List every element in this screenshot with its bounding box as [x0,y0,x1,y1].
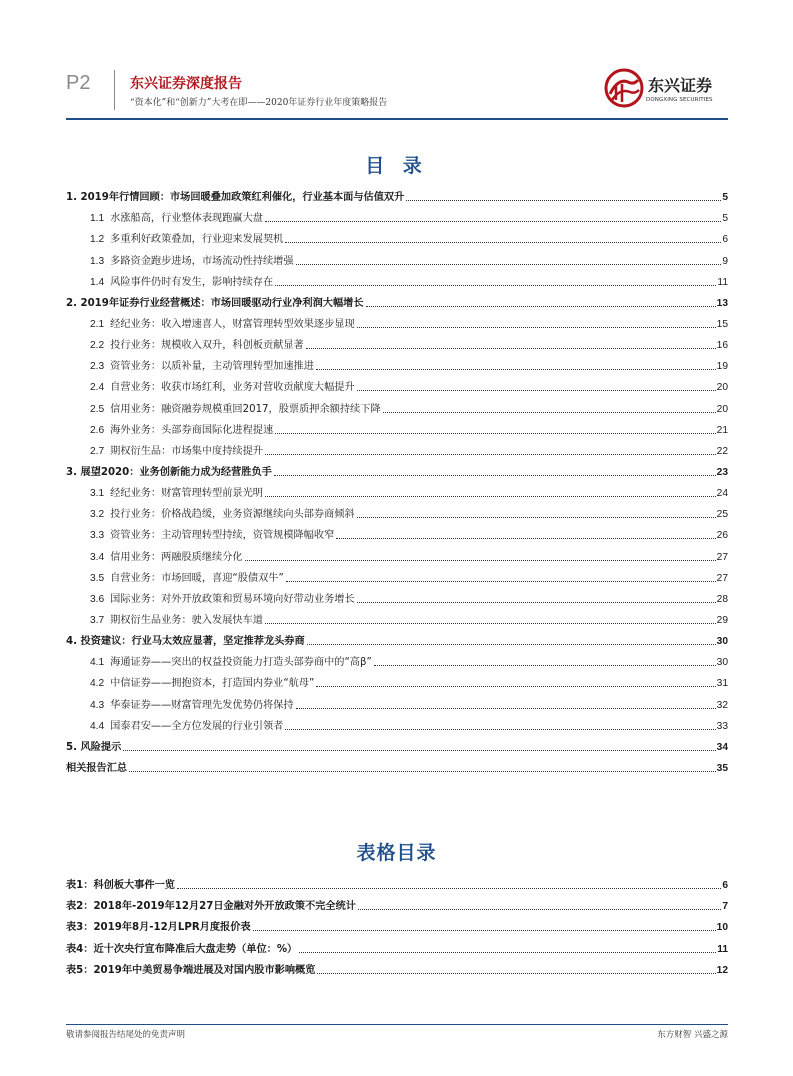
toc-entry-page: 22 [716,445,728,457]
dot-leader [285,242,721,243]
toc-subsection-entry[interactable] [66,543,728,564]
header-rule [66,118,728,120]
dot-leader [299,952,716,953]
toc-entry-number: 4.2 [90,678,105,690]
toc-entry-page: 24 [716,488,728,500]
dot-leader [296,264,722,265]
toc-section-entry[interactable] [66,184,728,205]
dot-leader [286,581,716,582]
dot-leader [316,369,716,370]
toc-entry-label [66,614,264,628]
dot-leader [357,602,716,603]
table-toc-entry[interactable] [66,957,728,978]
toc-entry-label [66,466,273,480]
toc-entry-page: 20 [716,403,728,415]
report-subtitle: “资本化”和“创新力”大考在即——2020年证券行业年度策略报告 [130,98,388,108]
toc-entry-label [66,900,357,914]
toc-subsection-entry[interactable] [66,480,728,501]
toc-entry-number: 1.3 [90,255,105,267]
toc-entry-text: 多路资金跑步进场，市场流动性持续增强 [110,255,294,267]
toc-entry-label [66,593,356,607]
toc-entry-label [66,551,244,565]
toc-entry-number: 2.4 [90,382,105,394]
toc-entry-number: 4.1 [90,657,105,669]
toc-entry-label [66,943,298,957]
toc-entry-page: 6 [722,234,728,246]
toc-entry-page: 9 [722,255,728,267]
toc-entry-label [66,529,335,543]
toc-entry-text: 2. 2019年证券行业经营概述：市场回暖驱动行业净利润大幅增长 [66,297,364,309]
dot-leader [374,665,716,666]
toc-entry-text: 华泰证券——财富管理先发优势仍将保持 [110,699,294,711]
toc-subsection-entry[interactable] [66,501,728,522]
toc-entry-label [66,233,284,247]
dot-leader [336,538,715,539]
toc-subsection-entry[interactable] [66,586,728,607]
toc-subsection-entry[interactable] [66,565,728,586]
toc-entry-label [66,921,252,935]
dot-leader [275,285,716,286]
toc-entry-page: 11 [717,276,728,288]
toc-entry-label [66,381,356,395]
toc-entry-page: 19 [716,361,728,373]
dot-leader [275,433,715,434]
dot-leader [129,771,716,772]
toc-entry-text: 经纪业务：财富管理转型前景光明 [110,488,263,500]
toc-entry-text: 投行业务：价格战趋缓，业务资源继续向头部券商倾斜 [110,509,355,521]
dot-leader [357,327,716,328]
toc-entry-page: 21 [716,424,728,436]
page-number: P2 [66,72,91,94]
toc-entry-label [66,964,316,978]
toc-entry-text: 资管业务：以质补量，主动管理转型加速推进 [110,361,314,373]
toc-entry-text: 自营业务：收获市场红利，业务对营收贡献度大幅提升 [110,382,355,394]
toc-entry-page: 27 [716,572,728,584]
toc-subsection-entry[interactable] [66,670,728,691]
table-toc-entry[interactable] [66,914,728,935]
toc-entry-page: 30 [716,657,728,669]
toc-subsection-entry[interactable] [66,522,728,543]
toc-entry-label [66,879,176,893]
toc-entry-page: 32 [716,699,728,711]
toc-entry-number: 2.7 [90,445,105,457]
page-header [66,68,728,120]
logo-english-name: DONGXING SECURITIES [646,97,713,103]
toc-entry-text: 5. 风险提示 [66,741,122,753]
toc-entry-page: 29 [716,614,728,626]
dot-leader [357,517,716,518]
toc-entry-number: 3.4 [90,551,105,563]
tables-toc-title: 表格目录 [356,842,437,864]
toc-entry-number: 1.4 [90,276,105,288]
table-toc-entry[interactable] [66,935,728,956]
toc-entry-label [66,424,274,438]
toc-entry-text: 自营业务：市场回暖，喜迎“股债双牛” [110,572,284,584]
company-logo [604,68,728,112]
toc-entry-text: 海外业务：头部券商国际化进程提速 [110,424,274,436]
toc-entry-label [66,572,285,586]
toc-subsection-entry[interactable] [66,438,728,459]
toc-subsection-entry[interactable] [66,649,728,670]
toc-entry-text: 信用业务：两融股质继续分化 [110,551,243,563]
toc-entry-label [66,339,305,353]
toc-subsection-entry[interactable] [66,205,728,226]
toc-subsection-entry[interactable] [66,607,728,628]
toc-entry-page: 7 [722,901,728,913]
toc-entry-page: 6 [722,880,728,892]
dot-leader [357,390,716,391]
toc-entry-number: 4.4 [90,720,105,732]
toc-entry-label [66,656,373,670]
toc-entry-text: 3. 展望2020：业务创新能力成为经营胜负手 [66,466,272,478]
toc-entry-page: 25 [716,509,728,521]
toc-entry-page: 12 [716,964,728,976]
toc-entry-text: 表4：近十次央行宣布降准后大盘走势（单位：%） [66,943,298,955]
toc-entry-label [66,487,264,501]
toc-section-entry[interactable] [66,459,728,480]
toc-entry-page: 16 [716,340,728,352]
dot-leader [285,729,715,730]
toc-entry-text: 1. 2019年行情回顾：市场回暖叠加政策红利催化，行业基本面与估值双升 [66,192,405,204]
dot-leader [296,708,716,709]
dot-leader [265,623,716,624]
toc-entry-label [66,276,274,290]
toc-entry-label [66,720,284,734]
toc-entry-text: 国泰君安——全方位发展的行业引领者 [110,720,284,732]
toc-subsection-entry[interactable] [66,353,728,374]
dot-leader [265,496,716,497]
toc-entry-page: 13 [716,297,728,309]
toc-entry-text: 水涨船高，行业整体表现跑赢大盘 [110,213,263,225]
toc-entry-page: 15 [716,318,728,330]
toc-list [66,184,728,776]
dot-leader [383,412,716,413]
toc-entry-text: 表3：2019年8月-12月LPR月度报价表 [66,922,251,934]
toc-entry-page: 30 [716,636,728,648]
toc-entry-number: 3.5 [90,572,105,584]
toc-entry-page: 34 [716,741,728,753]
footer-disclaimer: 敬请参阅报告结尾处的免责声明 [66,1030,186,1040]
toc-entry-text: 经纪业务：收入增速喜人，财富管理转型效果逐步显现 [110,318,355,330]
toc-entry-label [66,635,306,649]
toc-entry-label [66,255,295,269]
toc-entry-number: 3.7 [90,614,105,626]
toc-entry-label [66,318,356,332]
toc-subsection-entry[interactable] [66,311,728,332]
toc-entry-text: 多重利好政策叠加，行业迎来发展契机 [110,234,284,246]
tables-toc-list [66,872,728,978]
toc-entry-label [66,403,382,417]
dot-leader [306,348,716,349]
toc-entry-number: 1.1 [90,213,105,225]
header-divider [114,70,115,110]
toc-entry-number: 2.3 [90,361,105,373]
toc-entry-text: 表5：2019年中美贸易争端进展及对国内股市影响概览 [66,964,316,976]
toc-entry-number: 3.3 [90,530,105,542]
toc-entry-page: 10 [716,922,728,934]
toc-entry-number: 2.1 [90,318,105,330]
toc-subsection-entry[interactable] [66,374,728,395]
toc-entry-label [66,297,365,311]
toc-subsection-entry[interactable] [66,247,728,268]
toc-entry-number: 2.5 [90,403,105,415]
toc-entry-text: 资管业务：主动管理转型持续，资管规模降幅收窄 [110,530,335,542]
dot-leader [245,560,716,561]
dot-leader [406,200,721,201]
toc-entry-text: 信用业务：融资融券规模重回2017，股票质押余额持续下降 [110,403,381,415]
toc-entry-page: 33 [716,720,728,732]
report-brand-title: 东兴证券深度报告 [130,76,242,92]
toc-subsection-entry[interactable] [66,417,728,438]
dot-leader [253,930,716,931]
toc-subsection-entry[interactable] [66,269,728,290]
dot-leader [274,475,716,476]
toc-subsection-entry[interactable] [66,226,728,247]
toc-entry-text: 相关报告汇总 [66,762,128,774]
dot-leader [358,909,721,910]
toc-entry-label [66,445,264,459]
toc-entry-text: 中信证券——拥抱资本，打造国内券业“航母” [110,678,315,690]
toc-entry-text: 投行业务：规模收入双升，科创板贡献显著 [110,340,304,352]
dot-leader [123,750,715,751]
toc-entry-page: 35 [716,762,728,774]
dot-leader [265,454,716,455]
toc-subsection-entry[interactable] [66,713,728,734]
table-toc-entry[interactable] [66,893,728,914]
toc-entry-label [66,677,315,691]
table-toc-entry[interactable] [66,872,728,893]
logo-name: 东兴证券 [648,76,713,95]
toc-entry-page: 31 [716,678,728,690]
toc-entry-label [66,762,128,776]
toc-entry-label [66,360,315,374]
dot-leader [265,221,721,222]
toc-entry-page: 5 [722,192,728,204]
dot-leader [317,973,715,974]
toc-entry-page: 28 [716,593,728,605]
toc-entry-text: 期权衍生品：市场集中度持续提升 [110,445,263,457]
toc-entry-label [66,741,122,755]
logo-mark-icon [604,68,644,108]
toc-section-entry[interactable] [66,628,728,649]
toc-entry-page: 20 [716,382,728,394]
toc-entry-number: 4.3 [90,699,105,711]
dot-leader [177,888,721,889]
toc-entry-number: 1.2 [90,234,105,246]
toc-entry-text: 海通证券——突出的权益投资能力打造头部券商中的“高β” [110,657,372,669]
toc-entry-text: 国际业务：对外开放政策和贸易环境向好带动业务增长 [110,593,355,605]
toc-entry-page: 27 [716,551,728,563]
dot-leader [307,644,716,645]
toc-entry-text: 期权衍生品业务：驶入发展快车道 [110,614,263,626]
toc-section-entry[interactable] [66,755,728,776]
toc-subsection-entry[interactable] [66,691,728,712]
toc-entry-page: 5 [722,213,728,225]
footer-slogan: 东方财智 兴盛之源 [657,1030,728,1040]
toc-entry-label [66,508,356,522]
toc-entry-text: 表1：科创板大事件一览 [66,880,175,892]
toc-entry-label [66,191,405,205]
toc-entry-page: 26 [716,530,728,542]
toc-section-entry[interactable] [66,734,728,755]
toc-entry-number: 3.1 [90,488,105,500]
toc-entry-number: 3.6 [90,593,105,605]
toc-entry-page: 23 [716,466,728,478]
footer-rule [66,1024,728,1025]
toc-title: 目 录 [365,155,428,177]
toc-entry-text: 4. 投资建议：行业马太效应显著，坚定推荐龙头券商 [66,636,305,648]
toc-entry-text: 风险事件仍时有发生，影响持续存在 [110,276,274,288]
toc-subsection-entry[interactable] [66,395,728,416]
dot-leader [366,306,716,307]
toc-entry-number: 2.6 [90,424,105,436]
toc-entry-text: 表2：2018年-2019年12月27日金融对外开放政策不完全统计 [66,901,356,913]
toc-section-entry[interactable] [66,290,728,311]
toc-entry-number: 3.2 [90,509,105,521]
toc-entry-page: 11 [717,943,728,955]
toc-entry-label [66,212,264,226]
toc-entry-number: 2.2 [90,340,105,352]
dot-leader [316,686,715,687]
toc-subsection-entry[interactable] [66,332,728,353]
toc-entry-label [66,699,295,713]
